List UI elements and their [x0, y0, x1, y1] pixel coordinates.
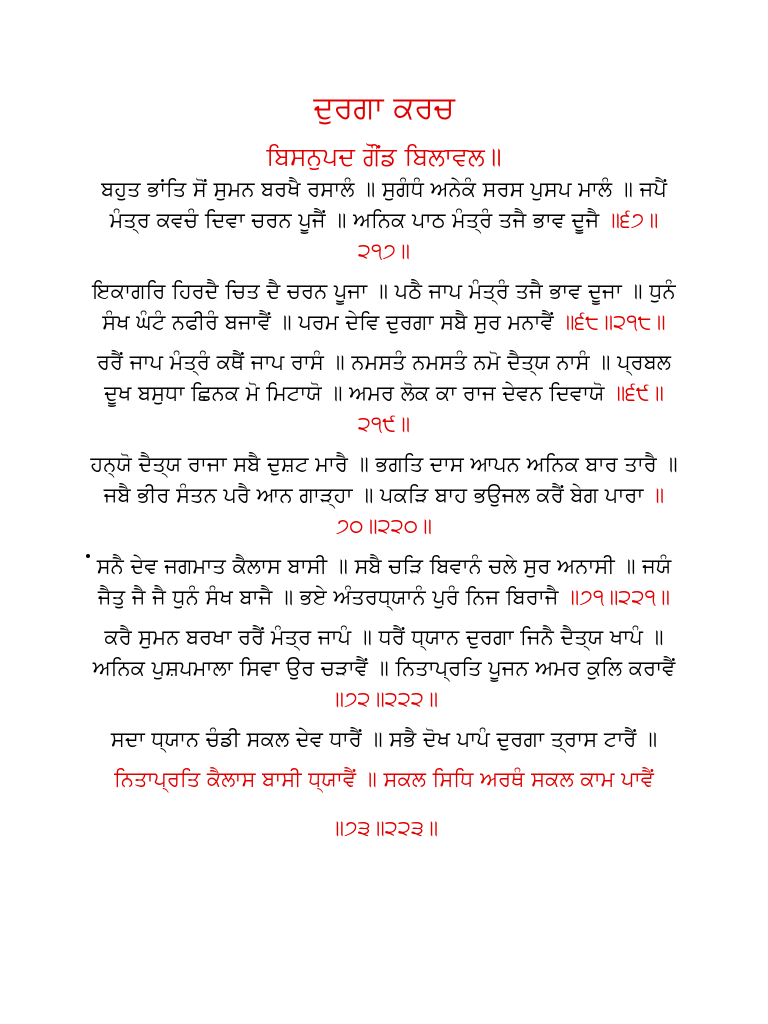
verse-text: ਬਹੁਤ ਭਾਂਤਿ ਸੋਂ ਸੁਮਨ ਬਰਖੈ ਰਸਾਲੰ ॥ ਸੁਗੰਧੰ ਅਨੇਕੰ ਸਰਸ ਪੁਸਪ ਮਾਲੰ ॥ ਜਪੈਂ ਮੰਤ੍ਰ ਕਵਚੰ ਦਿਵਾ ਚਰਨ ਪੂਜੈਂ ॥ ਅਨਿਕ ਪਾਠ ਮੰਤ੍ਰੰ ਤਜੈ ਭਾਵ ਦੂਜੈ — [101, 177, 667, 232]
verse-text: ਰਰੈਂ ਜਾਪ ਮੰਤ੍ਰੰ ਕਥੈਂ ਜਾਪ ਰਾਸੰ ॥ ਨਮਸਤੰ ਨਮਸਤੰ ਨਮੋ ਦੈਤ੍ਯ ਨਾਸੰ ॥ ਪ੍ਰਬਲ ਦੂਖ ਬਸੁਧਾ ਛਿਨਕ ਮੋ ਮਿਟਾਯੋ ॥ ਅਮਰ ਲੋਕ ਕਾ ਰਾਜ ਦੇਵਨ ਦਿਵਾਯੋ — [97, 350, 671, 405]
verse-text: ਸਨੈ ਦੇਵ ਜਗਮਾਤ ਕੈਲਾਸ ਬਾਸੀ ॥ ਸਬੈ ਚੜਿ ਬਿਵਾਨੰ ਚਲੇ ਸੁਰ ਅਨਾਸੀ ॥ ਜਯੰ ਜੈਤੁ ਜੈ ਜੈ ਧੁਨੰ ਸੰਖ ਬਾਜੈ ॥ ਭਏ ਅੰਤਰਧ੍ਯਾਨੰ ਪੁਰੰ ਨਿਜ ਬਿਰਾਜੈ — [96, 554, 672, 609]
verse-paragraph — [84, 174, 684, 267]
verse-paragraph — [84, 724, 684, 755]
closing-verse: ਨਿਤਾਪ੍ਰਤਿ ਕੈਲਾਸ ਬਾਸੀ ਧ੍ਯਾਵੈਂ ॥ ਸਕਲ ਸਿਧਿ ਅਰਥੰ ਸਕਲ ਕਾਮ ਪਾਵੈਂ — [114, 767, 654, 791]
verse-number: ॥੬੭॥੨੧੭॥ — [357, 208, 659, 263]
verse-text: ਸਦਾ ਧ੍ਯਾਨ ਚੰਡੀ ਸਕਲ ਦੇਵ ਧਾਰੈਂ ॥ ਸਭੈ ਦੋਖ ਪਾਪੰ ਦੁਰਗਾ ਤ੍ਰਾਸ ਟਾਰੈਂ ॥ — [110, 727, 658, 751]
stray-mark — [86, 554, 90, 558]
verse-paragraph — [84, 347, 684, 440]
verse-text: ਇਕਾਗਰਿ ਹਿਰਦੈ ਚਿਤ ਦੈ ਚਰਨ ਪੂਜਾ ॥ ਪਠੈ ਜਾਪ ਮੰਤ੍ਰੰ ਤਜੈ ਭਾਵ ਦੂਜਾ ॥ ਧੁਨੰ ਸੰਖ ਘੰਟੰ ਨਫੀਰੰ ਬਜਾਵੈਂ ॥ ਪਰਮ ਦੇਵਿ ਦੁਰਗਾ ਸਬੈ ਸੁਰ ਮਨਾਵੈਂ — [92, 279, 676, 334]
page-title: ਦੁਰਗਾ ਕਰਚ — [313, 90, 455, 126]
verse-number: ॥੬੮॥੨੧੮॥ — [560, 310, 666, 334]
verse-number: ॥੬੯॥੨੧੯॥ — [357, 381, 664, 436]
verse-number: ॥੭੧॥੨੨੧॥ — [565, 585, 671, 609]
verse-paragraph — [84, 551, 684, 613]
verse-paragraph — [84, 622, 684, 715]
verse-block — [84, 174, 684, 844]
verse-paragraph — [84, 449, 684, 542]
verse-text: ਹਨ੍ਯੋ ਦੈਤ੍ਯ ਰਾਜਾ ਸਬੈ ਦੁਸ਼ਟ ਮਾਰੈ ॥ ਭਗਤਿ ਦਾਸ ਆਪਨ ਅਨਿਕ ਬਾਰ ਤਾਰੈ ॥ ਜਬੈ ਭੀਰ ਸੰਤਨ ਪਰੈ ਆਨ ਗਾੜ੍ਹਾ ॥ ਪਕੜਿ ਬਾਹ ਭਉਜਲ ਕਰੈਂ ਬੇਗ ਪਾਰਾ — [90, 452, 678, 507]
closing-verse-number: ॥੭੩॥੨੨੩॥ — [329, 816, 439, 840]
page-subtitle: ਬਿਸਨੁਪਦ ਗੌਂਡ ਬਿਲਾਵਲ॥ — [266, 142, 502, 171]
verse-text: ਕਰੈ ਸੁਮਨ ਬਰਖਾ ਰਰੈਂ ਮੰਤ੍ਰ ਜਾਪੰ ॥ ਧਰੈਂ ਧ੍ਯਾਨ ਦੁਰਗਾ ਜਿਨੈ ਦੈਤ੍ਯ ਖਾਪੰ ॥ ਅਨਿਕ ਪੁਸ਼ਪਮਾਲਾ ਸਿਵਾ ਉਰ ਚੜਾਵੈਂ ॥ ਨਿਤਾਪ੍ਰਤਿ ਪੂਜਨ ਅਮਰ ਕੁਲਿ ਕਰਾਵੈਂ — [92, 625, 676, 680]
verse-number: ॥੭੨॥੨੨੨॥ — [329, 687, 439, 711]
verse-number: ॥੭੦॥੨੨੦॥ — [335, 483, 665, 538]
verse-paragraph — [84, 276, 684, 338]
